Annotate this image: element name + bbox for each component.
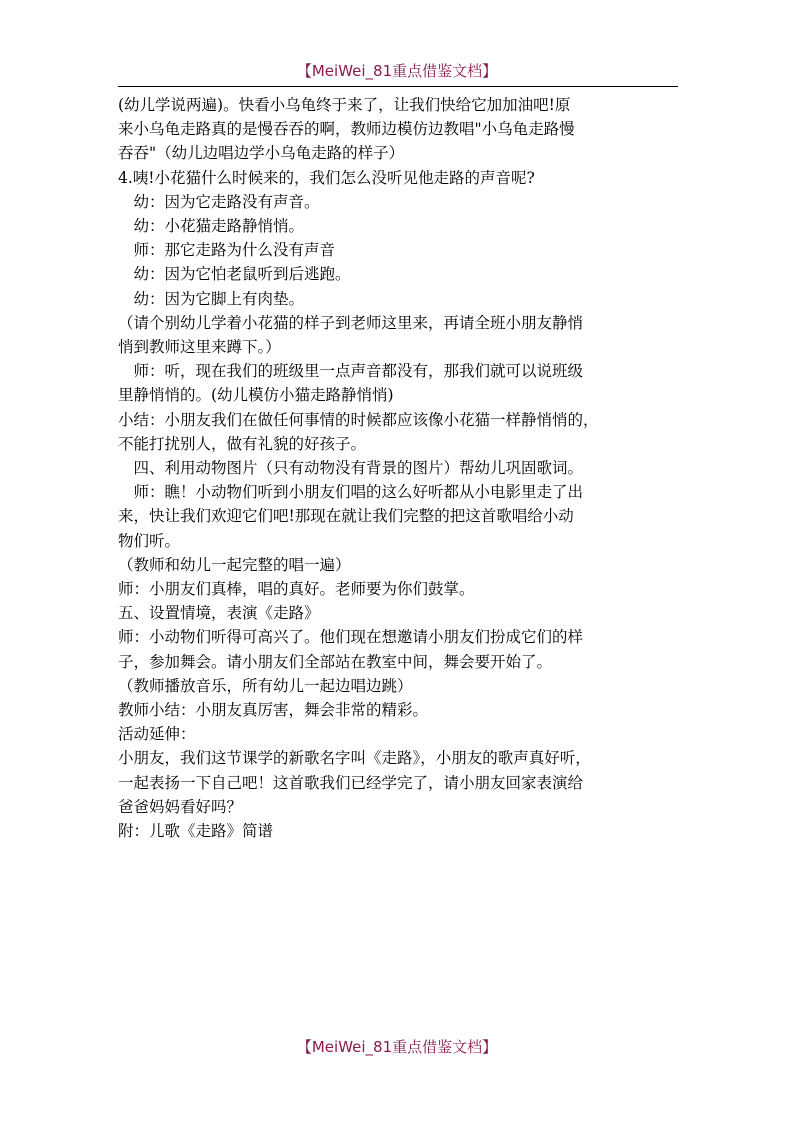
body-line: 吞吞"（幼儿边唱边学小乌龟走路的样子） (118, 144, 405, 163)
body-line: 悄到教师这里来蹲下。） (118, 338, 281, 357)
body-line: 小朋友，我们这节课学的新歌名字叫《走路》，小朋友的歌声真好听， (118, 749, 591, 768)
body-line: 师：听，现在我们的班级里一点声音都没有，那我们就可以说班级 (118, 362, 584, 381)
header-title: 【MeiWei_81重点借鉴文档】 (296, 62, 498, 80)
body-line: 幼：因为它怕老鼠听到后逃跑。 (118, 265, 351, 284)
body-line: 不能打扰别人，做有礼貌的好孩子。 (118, 434, 367, 453)
body-line: （教师和幼儿一起完整的唱一遍） (118, 555, 351, 574)
body-line: 师：瞧！小动物们听到小朋友们唱的这么好听都从小电影里走了出 (118, 483, 584, 502)
footer-title: 【MeiWei_81重点借鉴文档】 (296, 1038, 498, 1056)
body-line: 附：儿歌《走路》简谱 (118, 822, 274, 841)
body-line: 来小乌龟走路真的是慢吞吞的啊，教师边模仿边教唱"小乌龟走路慢 (118, 120, 575, 139)
body-line: 小结：小朋友我们在做任何事情的时候都应该像小花猫一样静悄悄的， (118, 410, 599, 429)
body-line: 师：那它走路为什么没有声音 (118, 241, 336, 260)
body-line: 四、利用动物图片（只有动物没有背景的图片）帮幼儿巩固歌词。 (118, 459, 584, 478)
body-line: 里静悄悄的。(幼儿模仿小猫走路静悄悄) (118, 386, 394, 405)
header-divider (118, 86, 678, 87)
body-line: 来，快让我们欢迎它们吧!那现在就让我们完整的把这首歌唱给小动 (118, 507, 574, 526)
body-line: 幼：因为它脚上有肉垫。 (118, 289, 305, 308)
body-line: 师：小动物们听得可高兴了。他们现在想邀请小朋友们扮成它们的样 (118, 628, 584, 647)
body-line: 幼：小花猫走路静悄悄。 (118, 217, 305, 236)
body-line: （请个别幼儿学着小花猫的样子到老师这里来，再请全班小朋友静悄 (118, 313, 584, 332)
body-line: 幼：因为它走路没有声音。 (118, 192, 320, 211)
body-line: 教师小结：小朋友真厉害，舞会非常的精彩。 (118, 701, 429, 720)
body-line: 一起表扬一下自己吧！这首歌我们已经学完了，请小朋友回家表演给 (118, 773, 584, 792)
body-line: 子，参加舞会。请小朋友们全部站在教室中间，舞会要开始了。 (118, 652, 553, 671)
body-line: 4.咦!小花猫什么时候来的，我们怎么没听见他走路的声音呢? (118, 168, 535, 187)
document-body (118, 93, 684, 843)
body-line: （教师播放音乐，所有幼儿一起边唱边跳） (118, 676, 413, 695)
body-line: (幼儿学说两遍)。快看小乌龟终于来了，让我们快给它加加油吧!原 (118, 96, 571, 114)
body-line: 爸爸妈妈看好吗？ (118, 797, 243, 816)
body-line: 物们听。 (118, 531, 181, 550)
body-line: 活动延伸： (118, 725, 196, 744)
body-line: 五、设置情境，表演《走路》 (118, 604, 320, 623)
body-line: 师：小朋友们真棒，唱的真好。老师要为你们鼓掌。 (118, 580, 475, 599)
